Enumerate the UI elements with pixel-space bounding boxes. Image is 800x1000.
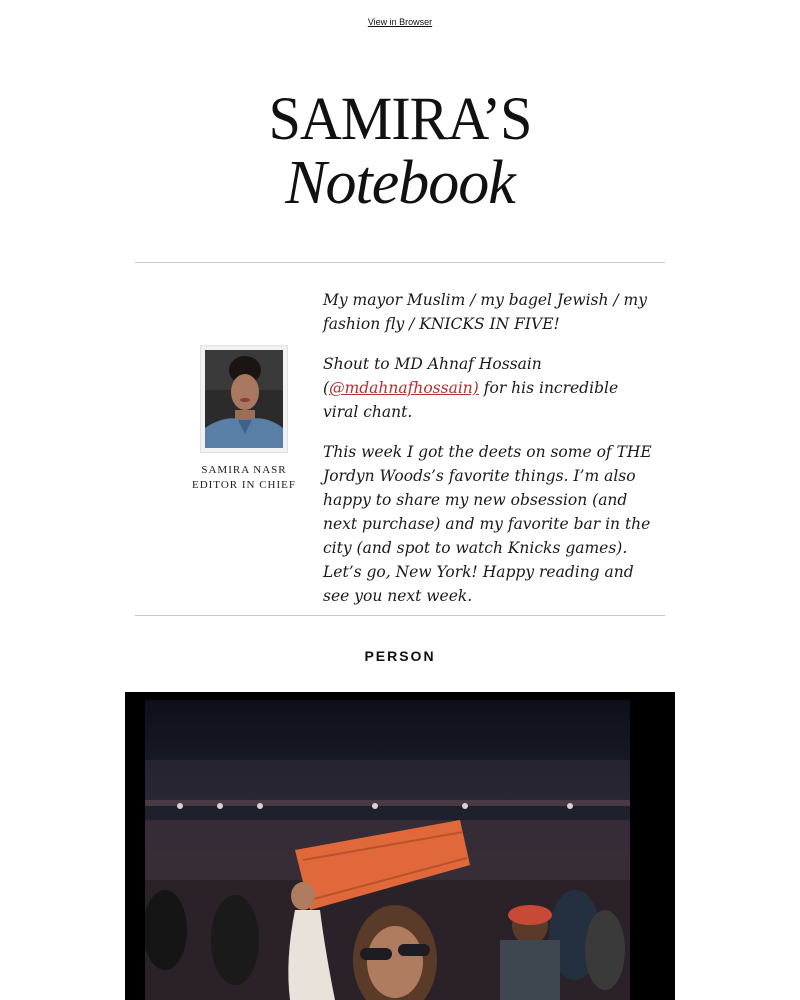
author-block (185, 345, 303, 493)
section-heading: PERSON (364, 648, 436, 664)
intro-p2-after: for his incredible viral chant. (323, 379, 619, 421)
intro-paragraph-3: This week I got the deets on some of THE Jordyn Woods’s favorite things. I’m also happy to share my new obsession (and next purchase) and my favorite bar in the city (and spot to watch Knicks games). Let’s go, New York! Happy reading and see you next week. (323, 443, 652, 605)
view-in-browser-link[interactable]: View in Browser (367, 17, 433, 27)
masthead-line2: Notebook (285, 149, 515, 217)
masthead-line1: SAMIRA’S (268, 84, 532, 153)
divider-top (135, 262, 665, 263)
author-title: EDITOR IN CHIEF (191, 479, 296, 491)
author-avatar (200, 345, 288, 453)
divider-bottom (135, 615, 665, 616)
intro-letter (323, 288, 658, 624)
hero-image[interactable] (125, 692, 675, 1000)
view-in-browser (0, 17, 800, 27)
instagram-handle-link[interactable]: @mdahnafhossain) (329, 379, 479, 397)
author-name: SAMIRA NASR (201, 464, 287, 476)
author-photo (205, 350, 283, 448)
intro-paragraph-2 (323, 352, 658, 424)
intro-paragraph-1: My mayor Muslim / my bagel Jewish / my fashion fly / KNICKS IN FIVE! (323, 291, 648, 333)
intro-p2-before: Shout to MD Ahnaf Hossain ( (323, 355, 542, 397)
masthead-logo[interactable] (0, 84, 800, 217)
hero-photo (145, 700, 630, 1000)
